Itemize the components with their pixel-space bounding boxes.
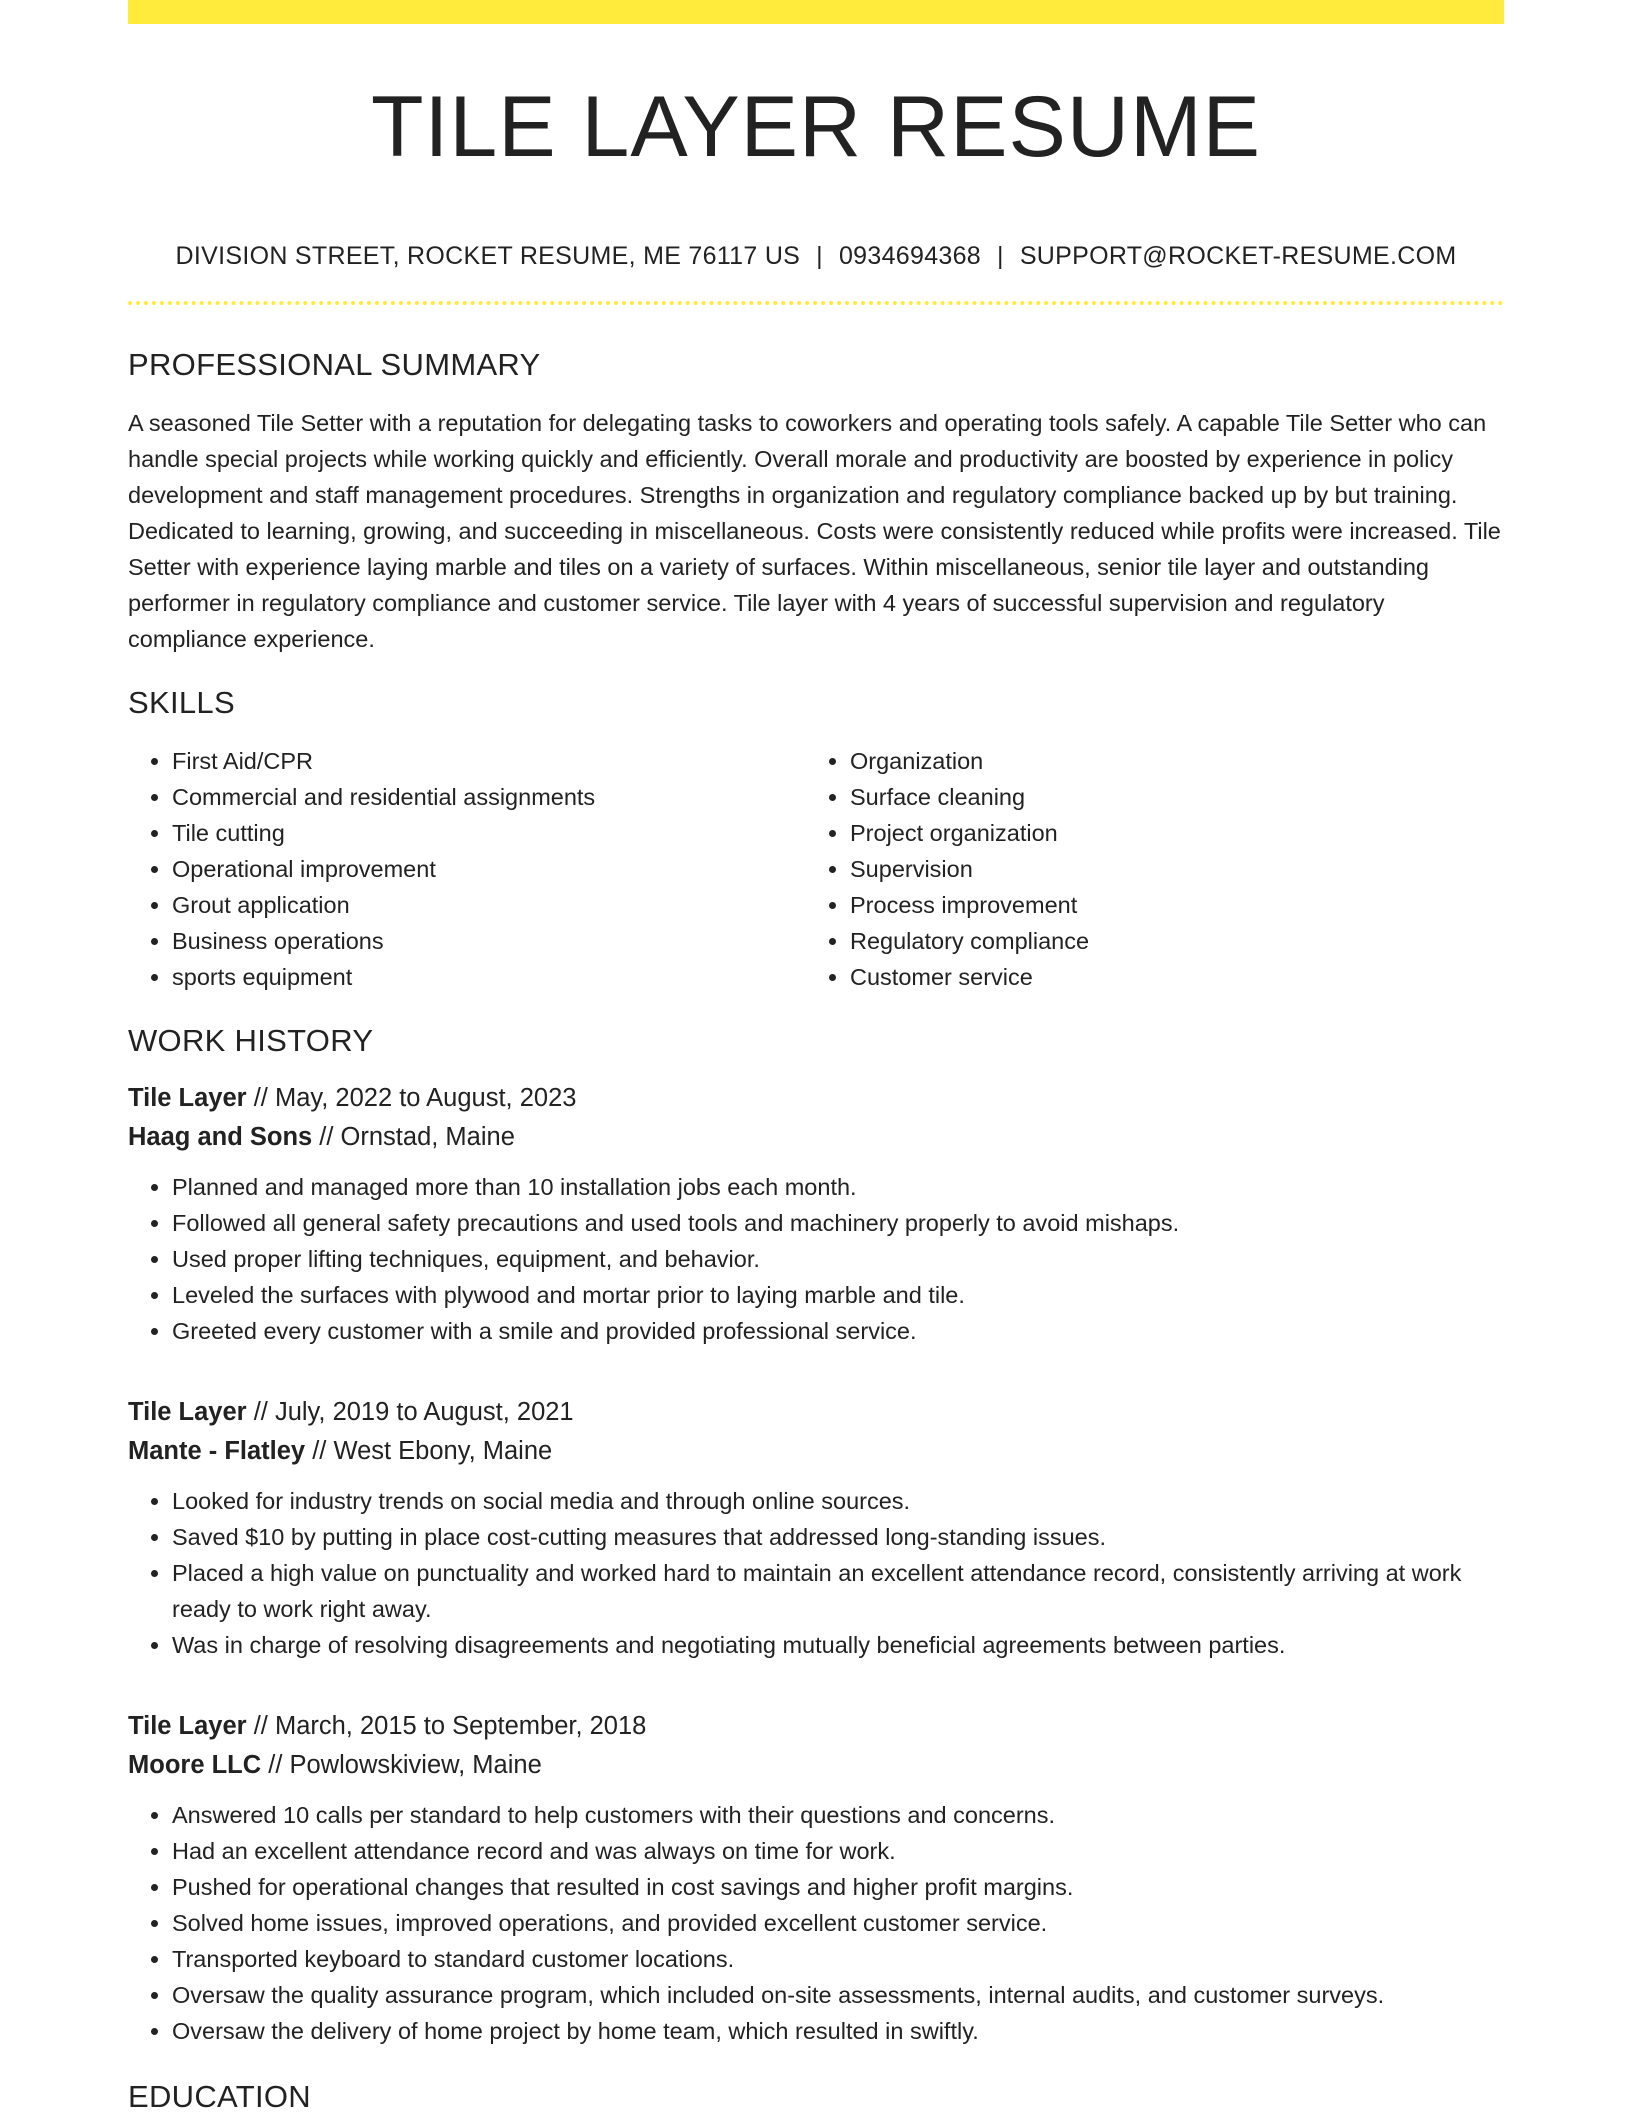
skill-item: • Operational improvement <box>172 851 806 887</box>
job-bullet: • Looked for industry trends on social media and through online sources. <box>172 1483 1504 1519</box>
skill-item: • Supervision <box>850 851 1484 887</box>
skill-item: • Organization <box>850 743 1484 779</box>
job-dates: // March, 2015 to September, 2018 <box>246 1712 647 1740</box>
job-bullet: • Leveled the surfaces with plywood and mortar prior to laying marble and tile. <box>172 1277 1504 1313</box>
summary-heading: PROFESSIONAL SUMMARY <box>128 347 541 382</box>
job-dates: // May, 2022 to August, 2023 <box>246 1084 577 1112</box>
job-bullets <box>128 1483 1504 1663</box>
job-company: Mante - Flatley <box>128 1437 306 1465</box>
skill-item: • Tile cutting <box>172 815 806 851</box>
resume-title: TILE LAYER RESUME <box>371 79 1261 175</box>
contact-separator: | <box>816 242 823 270</box>
skill-item: • Grout application <box>172 887 806 923</box>
job-location: // Powlowskiview, Maine <box>261 1751 542 1779</box>
job-bullet: • Oversaw the delivery of home project by home team, which resulted in swiftly. <box>172 2013 1504 2049</box>
job-company-line <box>128 1432 1504 1471</box>
skill-item: • Project organization <box>850 815 1484 851</box>
job-bullet: • Pushed for operational changes that resulted in cost savings and higher profit margins. <box>172 1869 1504 1905</box>
dotted-divider <box>128 301 1504 305</box>
job-company-line <box>128 1118 1504 1157</box>
contact-line <box>128 242 1504 271</box>
skill-item: • Commercial and residential assignments <box>172 779 806 815</box>
job-bullets <box>128 1797 1504 2049</box>
job-bullet: • Followed all general safety precautions and used tools and machinery properly to avoid mishaps. <box>172 1205 1504 1241</box>
skill-item: • First Aid/CPR <box>172 743 806 779</box>
job-title: Tile Layer <box>128 1712 247 1740</box>
job-bullet: • Transported keyboard to standard customer locations. <box>172 1941 1504 1977</box>
skill-item: • Process improvement <box>850 887 1484 923</box>
skill-item: • Business operations <box>172 923 806 959</box>
skill-item: • sports equipment <box>172 959 806 995</box>
job-entry <box>128 1393 1504 1663</box>
phone-text: 0934694368 <box>838 242 982 270</box>
job-bullet: • Saved $10 by putting in place cost-cutting measures that addressed long-standing issues. <box>172 1519 1504 1555</box>
job-title-line <box>128 1393 1504 1432</box>
job-title-line <box>128 1707 1504 1746</box>
job-bullet: • Planned and managed more than 10 installation jobs each month. <box>172 1169 1504 1205</box>
skill-item: • Surface cleaning <box>850 779 1484 815</box>
summary-text: A seasoned Tile Setter with a reputation for delegating tasks to coworkers and operating tools safely. A capable Tile Setter who can handle special projects while working quickly and efficiently. Overall morale and productivity are boosted by experience in policy development and staff management procedures. Strengths in organization and regulatory compliance backed up by but training. Dedicated to learning, growing, and succeeding in miscellaneous. Costs were consistently reduced while profits were increased. Tile Setter with experience laying marble and tiles on a variety of surfaces. Within miscellaneous, senior tile layer and outstanding performer in regulatory compliance and customer service. Tile layer with 4 years of successful supervision and regulatory compliance experience. <box>128 410 1501 652</box>
job-entry <box>128 1079 1504 1349</box>
job-bullet: • Answered 10 calls per standard to help customers with their questions and concerns. <box>172 1797 1504 1833</box>
job-location: // Ornstad, Maine <box>312 1123 515 1151</box>
job-entry <box>128 1707 1504 2049</box>
resume-page <box>128 0 1504 2115</box>
job-dates: // July, 2019 to August, 2021 <box>246 1398 574 1426</box>
job-title: Tile Layer <box>128 1398 247 1426</box>
skills-heading: SKILLS <box>128 685 235 720</box>
job-bullet: • Solved home issues, improved operations, and provided excellent customer service. <box>172 1905 1504 1941</box>
skill-item: • Regulatory compliance <box>850 923 1484 959</box>
job-bullets <box>128 1169 1504 1349</box>
skills-columns <box>128 743 1504 995</box>
education-heading: EDUCATION <box>128 2079 311 2114</box>
address-text: DIVISION STREET, ROCKET RESUME, ME 76117 US <box>175 242 801 270</box>
skills-list-left <box>128 743 806 995</box>
top-accent-bar <box>128 0 1504 24</box>
job-company-line <box>128 1746 1504 1785</box>
email-text: SUPPORT@ROCKET-RESUME.COM <box>1019 242 1457 270</box>
contact-separator: | <box>997 242 1004 270</box>
job-bullet: • Oversaw the quality assurance program, which included on-site assessments, internal audits, and customer surveys. <box>172 1977 1504 2013</box>
job-location: // West Ebony, Maine <box>305 1437 553 1465</box>
work-history-heading: WORK HISTORY <box>128 1023 374 1058</box>
job-bullet: • Placed a high value on punctuality and worked hard to maintain an excellent attendance record, consistently arriving at work ready to work right away. <box>172 1555 1504 1627</box>
skill-item: • Customer service <box>850 959 1484 995</box>
job-company: Haag and Sons <box>128 1123 313 1151</box>
job-title-line <box>128 1079 1504 1118</box>
job-bullet: • Was in charge of resolving disagreements and negotiating mutually beneficial agreements between parties. <box>172 1627 1504 1663</box>
job-company: Moore LLC <box>128 1751 262 1779</box>
job-bullet: • Had an excellent attendance record and was always on time for work. <box>172 1833 1504 1869</box>
job-bullet: • Greeted every customer with a smile and provided professional service. <box>172 1313 1504 1349</box>
skills-list-right <box>806 743 1484 995</box>
job-bullet: • Used proper lifting techniques, equipment, and behavior. <box>172 1241 1504 1277</box>
job-title: Tile Layer <box>128 1084 247 1112</box>
